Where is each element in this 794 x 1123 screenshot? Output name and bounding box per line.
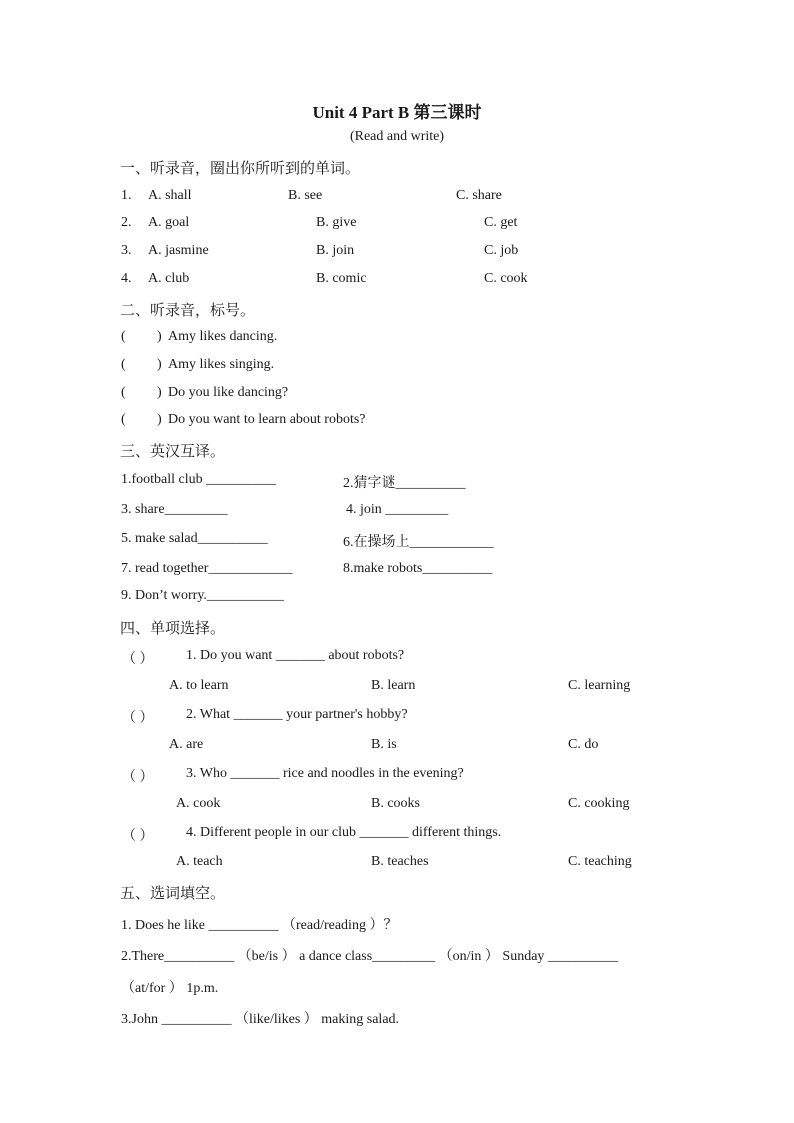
choice-a: A. are: [169, 737, 204, 752]
answer-bracket-close: ): [157, 329, 162, 344]
answer-bracket: （ ）: [122, 711, 154, 726]
s2-sentence: Amy likes singing.: [168, 357, 275, 372]
s1-item-number: 4.: [121, 271, 132, 286]
section-1-heading: 一、听录音，圈出你所听到的单词。: [120, 161, 361, 177]
s1-item-number: 2.: [121, 215, 132, 230]
translation-item: 7. read together____________: [121, 561, 293, 576]
s1-option-b: B. give: [316, 215, 357, 230]
fill-blank-line: 3.John __________ （like/likes ） making salad.: [121, 1012, 400, 1027]
s1-option-b: B. join: [316, 243, 355, 258]
fill-blank-line: 2.There__________ （be/is ） a dance class_________ （on/in ） Sunday __________: [121, 949, 618, 964]
choice-b: B. is: [371, 737, 397, 752]
translation-item: 8.make robots__________: [343, 561, 493, 576]
question-text: 4. Different people in our club _______ different things.: [186, 825, 502, 840]
translation-item: 5. make salad__________: [121, 531, 268, 546]
choice-b: B. learn: [371, 678, 416, 693]
s1-option-b: B. see: [288, 188, 323, 203]
s1-option-a: A. shall: [148, 188, 192, 203]
s1-option-a: A. goal: [148, 215, 190, 230]
answer-bracket: （ ）: [122, 770, 154, 785]
translation-item: 3. share_________: [121, 502, 228, 517]
translation-item: 9. Don’t worry.___________: [121, 588, 284, 603]
translation-item: 4. join _________: [346, 502, 449, 517]
answer-bracket-open: (: [121, 412, 126, 427]
choice-a: A. teach: [176, 854, 223, 869]
choice-c: C. teaching: [568, 854, 632, 869]
answer-bracket-open: (: [121, 329, 126, 344]
s2-sentence: Amy likes dancing.: [168, 329, 278, 344]
s1-item-number: 1.: [121, 188, 132, 203]
s1-option-a: A. jasmine: [148, 243, 209, 258]
translation-item: 2.猜字谜__________: [343, 476, 466, 491]
answer-bracket: （ ）: [122, 652, 154, 667]
s2-sentence: Do you want to learn about robots?: [168, 412, 366, 427]
section-5-heading: 五、选词填空。: [120, 886, 226, 902]
page-subtitle: (Read and write): [349, 129, 445, 144]
question-text: 3. Who _______ rice and noodles in the evening?: [186, 766, 464, 781]
translation-item: 6.在操场上____________: [343, 535, 494, 550]
fill-blank-line: 1. Does he like __________ （read/reading ）？: [121, 918, 398, 933]
answer-bracket-close: ): [157, 385, 162, 400]
s1-item-number: 3.: [121, 243, 132, 258]
translation-item: 1.football club __________: [121, 472, 277, 487]
answer-bracket-open: (: [121, 385, 126, 400]
section-2-heading: 二、听录音，标号。: [120, 303, 256, 319]
s1-option-c: C. share: [456, 188, 502, 203]
fill-blank-line: （at/for ） 1p.m.: [121, 981, 219, 996]
choice-c: C. do: [568, 737, 599, 752]
choice-c: C. cooking: [568, 796, 630, 811]
choice-b: B. teaches: [371, 854, 429, 869]
s2-sentence: Do you like dancing?: [168, 385, 289, 400]
s1-option-c: C. cook: [484, 271, 528, 286]
s1-option-c: C. get: [484, 215, 518, 230]
answer-bracket-close: ): [157, 357, 162, 372]
s1-option-b: B. comic: [316, 271, 367, 286]
question-text: 2. What _______ your partner's hobby?: [186, 707, 408, 722]
choice-a: A. cook: [176, 796, 221, 811]
answer-bracket-close: ): [157, 412, 162, 427]
section-3-heading: 三、英汉互译。: [120, 444, 226, 460]
answer-bracket-open: (: [121, 357, 126, 372]
page-title: Unit 4 Part B 第三课时: [312, 103, 482, 122]
s1-option-c: C. job: [484, 243, 519, 258]
choice-b: B. cooks: [371, 796, 420, 811]
question-text: 1. Do you want _______ about robots?: [186, 648, 405, 663]
section-4-heading: 四、单项选择。: [120, 621, 226, 637]
choice-c: C. learning: [568, 678, 631, 693]
answer-bracket: （ ）: [122, 829, 154, 844]
s1-option-a: A. club: [148, 271, 190, 286]
choice-a: A. to learn: [169, 678, 229, 693]
